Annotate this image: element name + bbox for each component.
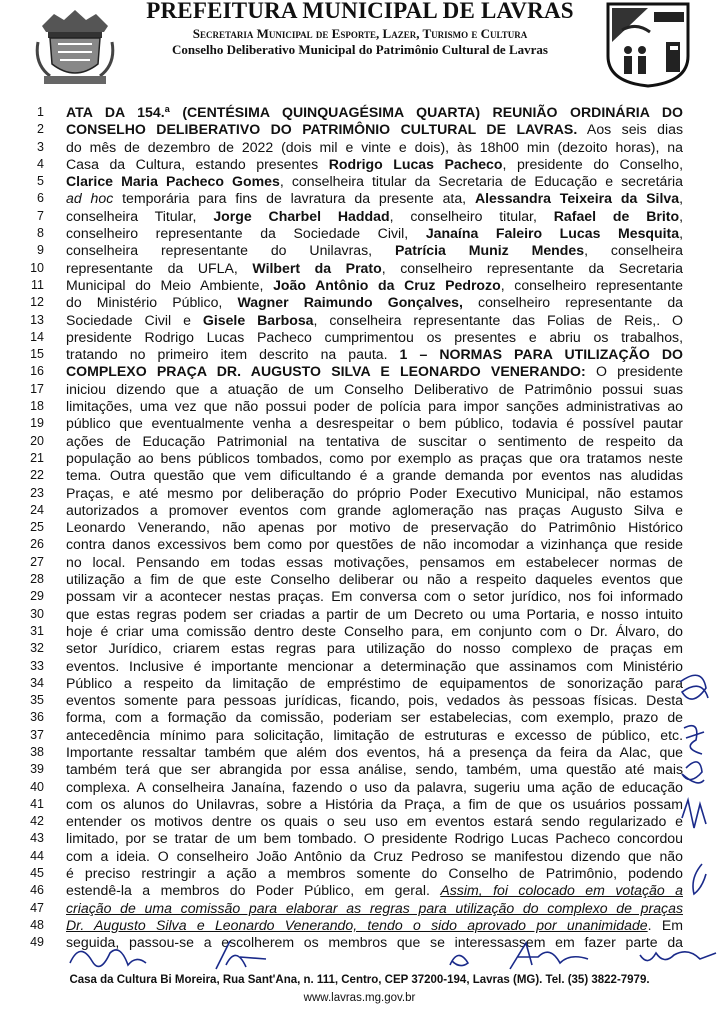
minutes-line <box>16 208 696 225</box>
bold-text: Clarice Maria Pacheco Gomes <box>66 173 280 190</box>
line-number: 36 <box>30 710 44 725</box>
line-text <box>66 260 683 277</box>
minutes-line <box>16 173 696 190</box>
line-text <box>66 467 683 484</box>
line-number: 2 <box>37 122 44 137</box>
line-text <box>66 571 683 588</box>
line-text <box>66 329 683 346</box>
text-run: setor Jurídico, criarem estas regras para utilização do nosso complexo de praças em <box>66 640 683 657</box>
text-run: temporária para fins de lavratura da presente ata, <box>113 190 475 207</box>
line-text <box>66 363 683 380</box>
line-text <box>66 415 683 432</box>
line-number: 26 <box>30 537 44 552</box>
line-number: 47 <box>30 900 44 915</box>
line-number: 12 <box>30 295 44 310</box>
minutes-line <box>16 727 696 744</box>
text-run: também terá que ser abrangida por essa análise, sendo, também, uma questão até mais <box>66 761 683 778</box>
line-text <box>66 779 683 796</box>
minutes-line <box>16 744 696 761</box>
secretariat-name: Secretaria Municipal de Esporte, Lazer, Turismo e Cultura <box>192 26 528 41</box>
minutes-line <box>16 588 696 605</box>
city-coat-of-arms-icon <box>34 6 116 86</box>
line-text <box>66 485 683 502</box>
minutes-line <box>16 796 696 813</box>
line-text <box>66 709 683 726</box>
line-text <box>66 139 683 156</box>
text-run: Leonardo Venerando, não apenas por motivo de preservação do Patrimônio Histórico <box>66 519 683 536</box>
bold-text: Alessandra Teixeira da Silva <box>474 190 680 207</box>
text-run: Casa da Cultura, estando presentes <box>66 155 329 172</box>
line-number: 19 <box>30 416 44 431</box>
text-run: Praças, e até mesmo por deliberação do próprio Poder Executivo Municipal, não estamos <box>66 484 683 501</box>
minutes-line <box>16 294 696 311</box>
text-run: complexa. A conselheira Janaína, fazendo o uso da palavra, sugeriu uma ação de educação <box>66 778 683 795</box>
minutes-line <box>16 467 696 484</box>
line-text <box>66 554 683 571</box>
text-run: estendê-la a membros do Poder Público, em geral. <box>66 882 441 899</box>
bold-text: ATA DA 154.ª (CENTÉSIMA QUINQUAGÉSIMA QUARTA) REUNIÃO ORDINÁRIA DO <box>66 104 683 120</box>
line-text <box>66 294 683 311</box>
text-run: Aos seis dias <box>577 121 683 138</box>
text-run: ad hoc <box>66 190 114 207</box>
text-run: Dr. Augusto Silva e Leonardo Venerando, tendo o sido aprovado por unanimidade <box>66 916 648 933</box>
minutes-line <box>16 900 696 917</box>
line-text <box>66 104 683 121</box>
minutes-line <box>16 848 696 865</box>
line-number: 45 <box>30 866 44 881</box>
text-run: representante da UFLA, <box>66 259 253 276</box>
bold-text: Rafael de Brito <box>553 207 680 224</box>
line-number: 43 <box>30 831 44 846</box>
text-run: , <box>679 190 683 207</box>
minutes-line <box>16 450 696 467</box>
text-run: , conselheiro titular, <box>389 207 554 224</box>
line-number: 27 <box>30 554 44 569</box>
council-name: Conselho Deliberativo Municipal do Patrimônio Cultural de Lavras <box>172 42 548 57</box>
bold-text: COMPLEXO PRAÇA DR. AUGUSTO SILVA E LEONARDO VENERANDO: <box>66 363 586 380</box>
minutes-line <box>16 536 696 553</box>
footer-website: www.lavras.mg.gov.br <box>303 992 416 1004</box>
minutes-line <box>16 312 696 329</box>
minutes-line <box>16 277 696 294</box>
footer-address: Casa da Cultura Bi Moreira, Rua Sant'Ana, n. 111, Centro, CEP 37200-194, Lavras (MG). Tel. (35) 3822-7979. <box>69 974 650 986</box>
line-text <box>66 744 683 761</box>
text-run: , <box>679 207 683 224</box>
prefecture-title: PREFEITURA MUNICIPAL DE LAVRAS <box>146 0 574 23</box>
text-run: população ao bens públicos tombados, como por exemplo as praças que ora tratamos neste <box>66 449 683 466</box>
minutes-line <box>16 225 696 242</box>
minutes-line <box>16 121 696 138</box>
line-number: 8 <box>37 226 44 241</box>
text-run: O presidente <box>585 363 683 380</box>
line-number: 5 <box>37 174 44 189</box>
line-number: 48 <box>30 917 44 932</box>
minutes-line <box>16 242 696 259</box>
line-number: 23 <box>30 485 44 500</box>
line-number: 1 <box>37 105 44 119</box>
text-run: do mês de dezembro de 2022 (dois mil e vinte e dois), às 18h00 min (dezoito horas), na <box>66 138 683 155</box>
minutes-line <box>16 571 696 588</box>
text-run: , conselheiro representante da Secretaria <box>381 259 683 276</box>
minutes-line <box>16 623 696 640</box>
text-run: eventos. Inclusive é importante mencionar a determinação que assinamos com Ministério <box>66 657 683 674</box>
line-number: 21 <box>30 450 44 465</box>
line-text <box>66 536 683 553</box>
line-text <box>66 277 683 294</box>
text-run: criação de uma comissão para elaborar as regras para utilização do complexo de praças <box>66 899 683 916</box>
line-number: 18 <box>30 399 44 414</box>
line-number: 39 <box>30 762 44 777</box>
text-run: conselheiro representante da Sociedade Civil, <box>66 225 426 242</box>
minutes-line <box>16 260 696 277</box>
line-number: 42 <box>30 814 44 829</box>
text-run: hoje é criar uma comissão dentro deste Conselho para, em conjunto com o Dr. Álvaro, do <box>66 622 683 639</box>
minutes-line <box>16 761 696 778</box>
line-number: 35 <box>30 693 44 708</box>
line-text <box>66 588 683 605</box>
line-text <box>66 813 683 830</box>
line-number: 33 <box>30 658 44 673</box>
line-text <box>66 190 683 207</box>
letterhead <box>0 0 719 100</box>
line-text <box>66 450 683 467</box>
text-run: entender os motivos dentre os quais o seu uso em eventos estará sendo regularizado e <box>66 813 683 830</box>
minutes-line <box>16 675 696 692</box>
minutes-line <box>16 398 696 415</box>
heritage-council-emblem-icon <box>606 2 690 88</box>
line-text <box>66 692 683 709</box>
line-text <box>66 433 683 450</box>
page-footer <box>0 972 719 1008</box>
line-text <box>66 830 683 847</box>
minutes-line <box>16 433 696 450</box>
minutes-line <box>16 606 696 623</box>
minutes-line <box>16 329 696 346</box>
text-run: Assim, foi colocado em votação a <box>440 882 683 899</box>
line-text <box>66 761 683 778</box>
line-number: 24 <box>30 502 44 517</box>
text-run: eventos somente para pessoas jurídicas, ficando, pois, vedados às pessoas físicas. Desta <box>66 692 683 709</box>
line-text <box>66 658 683 675</box>
line-text <box>66 173 683 190</box>
text-run: limitações, uma vez que não possui poder de polícia para impor sanções administrativas ao <box>66 398 683 415</box>
line-text <box>66 398 683 415</box>
minutes-line <box>16 156 696 173</box>
line-number: 11 <box>31 277 44 292</box>
line-number: 41 <box>30 796 44 811</box>
line-number: 7 <box>37 208 44 223</box>
line-text <box>66 917 683 934</box>
text-run: , presidente do Conselho, <box>502 155 683 172</box>
bold-text: João Antônio da Cruz Pedrozo <box>273 276 501 293</box>
minutes-line <box>16 519 696 536</box>
minutes-line <box>16 882 696 899</box>
line-number: 4 <box>37 156 44 171</box>
bold-text: Patrícia Muniz Mendes <box>394 242 585 259</box>
line-number: 3 <box>37 139 44 154</box>
line-text <box>66 346 683 363</box>
line-number: 16 <box>30 364 44 379</box>
text-run: no local. Pensando em todas essas motivações, pensamos em estabelecer normas de <box>66 553 683 570</box>
line-text <box>66 156 683 173</box>
text-run: iniciou dizendo que a atuação de um Conselho Deliberativo de Patrimônio possui suas <box>66 380 683 397</box>
bold-text: Wilbert da Prato <box>252 259 382 276</box>
line-number: 6 <box>37 191 44 206</box>
bold-text: Jorge Charbel Haddad <box>213 207 390 224</box>
minutes-line <box>16 502 696 519</box>
line-text <box>66 900 683 917</box>
text-run: forma, com a formação da comissão, poderiam ser estabelecias, com exemplo, prazo de <box>66 709 683 726</box>
margin-signatures <box>672 668 717 928</box>
minutes-line <box>16 485 696 502</box>
line-number: 34 <box>30 675 44 690</box>
minutes-line <box>16 139 696 156</box>
text-run: tratando no primeiro item descrito na pauta. <box>66 346 400 363</box>
text-run: Importante ressaltar também que além dos eventos, há a presença da feira da Alac, que <box>66 743 683 760</box>
bold-text: Rodrigo Lucas Pacheco <box>328 155 503 172</box>
line-text <box>66 312 683 329</box>
text-run: utilização a fim de que este Conselho deliberar ou não a respeito daqueles eventos que <box>66 571 683 588</box>
line-text <box>66 848 683 865</box>
minutes-line <box>16 692 696 709</box>
line-text <box>66 502 683 519</box>
minutes-line <box>16 779 696 796</box>
minutes-line <box>16 190 696 207</box>
text-run: que estas regras podem ser criadas a partir de um Decreto ou uma Portaria, e nosso intuito <box>66 605 683 622</box>
bold-text: 1 – NORMAS PARA UTILIZAÇÃO DO <box>399 346 683 363</box>
line-number: 22 <box>30 468 44 483</box>
minutes-line <box>16 346 696 363</box>
text-run: seguida, passou-se a escolherem os membros que se interessassem em fazer parte da <box>66 934 683 951</box>
text-run: Sociedade Civil e <box>66 311 203 328</box>
text-run: autorizados a promover eventos com grande aglomeração nas praças Augusto Silva e <box>66 501 683 518</box>
line-text <box>66 675 683 692</box>
text-run: com a ideia. O conselheiro João Antônio da Cruz Pedroso se manifestou dizendo que não <box>66 847 683 864</box>
minutes-line <box>16 640 696 657</box>
text-run: com os alunos do Unilavras, sobre a História da Praça, a fim de que os usuários possam <box>66 795 683 812</box>
line-text <box>66 882 683 899</box>
minutes-line <box>16 415 696 432</box>
line-number: 20 <box>30 433 44 448</box>
line-text <box>66 796 683 813</box>
line-text <box>66 242 683 259</box>
text-run: ações de Educação Patrimonial na tentativa de suscitar o sentimento de respeito da <box>66 432 683 449</box>
line-number: 28 <box>30 572 44 587</box>
line-text <box>66 208 683 225</box>
text-run: Municipal do Meio Ambiente, <box>66 276 274 293</box>
text-run: , conselheiro representante <box>500 276 683 293</box>
minutes-line <box>16 709 696 726</box>
minutes-line <box>16 658 696 675</box>
text-run: antecedência mínimo para solicitação, limitação de estruturas e excesso de público, etc. <box>66 726 683 743</box>
line-number: 17 <box>30 381 44 396</box>
line-number: 37 <box>30 727 44 742</box>
text-run: é preciso restringir a ação a membros somente do Conselho de Patrimônio, podendo <box>66 865 683 882</box>
minutes-line <box>16 381 696 398</box>
text-run: contra danos excessivos bem como por questões de não incomodar a vizinhança que reside <box>66 536 683 553</box>
text-run: público que eventualmente venha a desrespeitar o bem público, todavia é possível pautar <box>66 415 683 432</box>
line-number: 30 <box>30 606 44 621</box>
line-text <box>66 121 683 138</box>
line-number: 15 <box>30 347 44 362</box>
minutes-line <box>16 363 696 380</box>
text-run: do Ministério Público, <box>66 294 238 311</box>
text-run: , conselheira representante das Folias de Reis,. O <box>313 311 684 328</box>
text-run: Público a respeito da limitação de empréstimo de equipamentos de sonorização para <box>66 674 683 691</box>
minutes-line <box>16 554 696 571</box>
text-run: possam vir a acontecer nestas praças. Em conversa com o setor jurídico, nos foi informado <box>66 588 683 605</box>
minutes-line <box>16 917 696 934</box>
line-text <box>66 381 683 398</box>
text-run: , conselheira titular da Secretaria de Educação e secretária <box>279 173 683 190</box>
minutes-line <box>16 104 696 121</box>
line-text <box>66 865 683 882</box>
line-text <box>66 640 683 657</box>
text-run: conselheira Titular, <box>66 207 214 224</box>
text-run: conselheiro representante da <box>462 294 683 311</box>
text-run: , <box>679 225 684 242</box>
minutes-line <box>16 813 696 830</box>
line-number: 29 <box>30 589 44 604</box>
line-number: 32 <box>30 641 44 656</box>
line-number: 49 <box>30 935 44 950</box>
text-run: conselheira representante do Unilavras, <box>66 242 395 259</box>
line-number: 38 <box>30 744 44 759</box>
text-run: tema. Outra questão que vem dificultando é a grande demanda por eventos nas aludidas <box>66 467 683 484</box>
text-run: . Em <box>647 916 683 933</box>
line-number: 25 <box>30 520 44 535</box>
text-run: presidente Rodrigo Lucas Pacheco cumprimentou os presentes e abriu os trabalhos, <box>66 328 683 345</box>
line-number: 31 <box>30 623 44 638</box>
meeting-minutes-body <box>16 104 696 952</box>
line-number: 14 <box>30 329 44 344</box>
bold-text: Janaína Faleiro Lucas Mesquita <box>425 225 680 242</box>
line-text <box>66 623 683 640</box>
bold-text: Wagner Raimundo Gonçalves, <box>237 294 463 311</box>
text-run: limitado, por se tratar de um bem tombado. O presidente Rodrigo Lucas Pacheco concordou <box>66 830 683 847</box>
minutes-line <box>16 830 696 847</box>
line-number: 10 <box>30 260 44 275</box>
line-number: 44 <box>30 848 44 863</box>
line-text <box>66 727 683 744</box>
line-text <box>66 519 683 536</box>
minutes-line <box>16 865 696 882</box>
line-text <box>66 606 683 623</box>
line-number: 46 <box>30 883 44 898</box>
line-number: 9 <box>37 243 44 258</box>
bold-text: CONSELHO DELIBERATIVO DO PATRIMÔNIO CULTURAL DE LAVRAS. <box>66 121 578 138</box>
line-text <box>66 225 683 242</box>
bold-text: Gisele Barbosa <box>202 311 314 328</box>
text-run: , conselheira <box>584 242 683 259</box>
line-number: 13 <box>30 312 44 327</box>
line-number: 40 <box>30 779 44 794</box>
